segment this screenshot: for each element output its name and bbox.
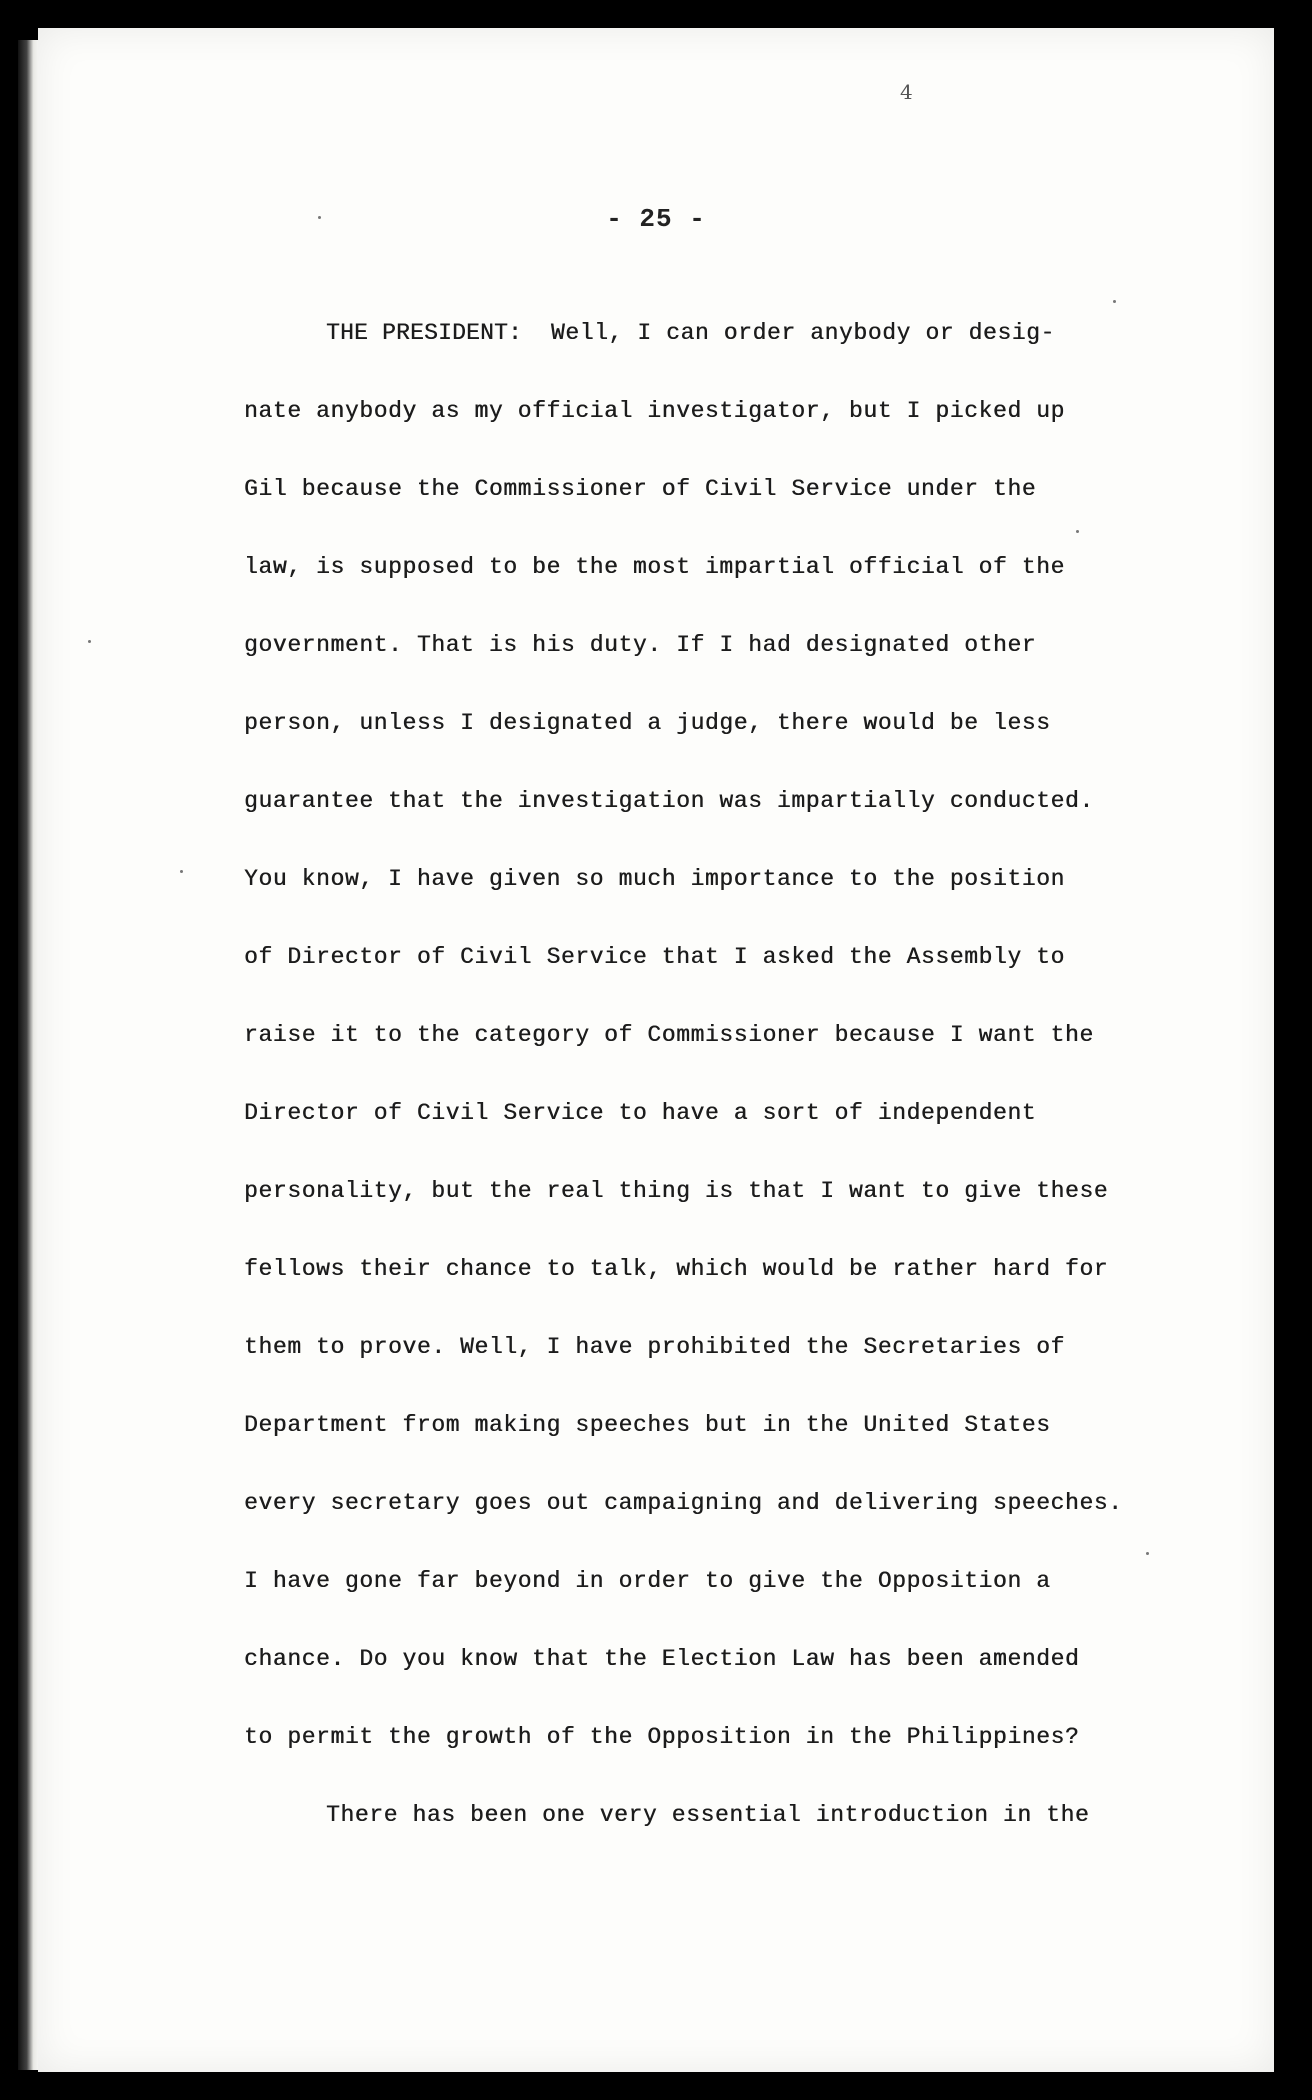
text-line: raise it to the category of Commissioner because I want the xyxy=(244,1022,1094,1048)
page-number: - 25 - xyxy=(606,204,706,234)
text-line: guarantee that the investigation was impartially conducted. xyxy=(244,788,1094,814)
line-text: Well, I can order anybody or desig- xyxy=(550,320,1055,346)
scan-speck xyxy=(180,870,183,873)
text-line: Department from making speeches but in the United States xyxy=(244,1412,1051,1438)
text-line xyxy=(244,308,1184,386)
text-line: I have gone far beyond in order to give the Opposition a xyxy=(244,1568,1051,1594)
speaker-label: THE PRESIDENT: xyxy=(326,320,523,346)
text-line: government. That is his duty. If I had designated other xyxy=(244,632,1037,658)
text-line: of Director of Civil Service that I asked the Assembly to xyxy=(244,944,1065,970)
scan-speck xyxy=(1146,1552,1149,1555)
text-line: You know, I have given so much importance to the position xyxy=(244,866,1065,892)
page-edge xyxy=(18,40,40,2070)
text-line: nate anybody as my official investigator, but I picked up xyxy=(244,398,1065,424)
text-line: chance. Do you know that the Election Law has been amended xyxy=(244,1646,1080,1672)
text-line: them to prove. Well, I have prohibited the Secretaries of xyxy=(244,1334,1065,1360)
text-line: Gil because the Commissioner of Civil Service under the xyxy=(244,476,1037,502)
text-line: fellows their chance to talk, which would be rather hard for xyxy=(244,1256,1109,1282)
text-line: law, is supposed to be the most impartial official of the xyxy=(244,554,1065,580)
text-line: to permit the growth of the Opposition in the Philippines? xyxy=(244,1724,1080,1750)
corner-mark: 4 xyxy=(900,80,913,104)
text-line: person, unless I designated a judge, there would be less xyxy=(244,710,1051,736)
scan-speck xyxy=(88,640,91,643)
document-body xyxy=(244,308,1184,1868)
text-line: Director of Civil Service to have a sort of independent xyxy=(244,1100,1037,1126)
text-line: There has been one very essential introduction in the xyxy=(326,1802,1090,1828)
scan-speck xyxy=(318,216,321,219)
text-line: personality, but the real thing is that I want to give these xyxy=(244,1178,1109,1204)
scan-speck xyxy=(1113,300,1116,303)
scan-speck xyxy=(1076,530,1079,533)
text-line: every secretary goes out campaigning and delivering speeches. xyxy=(244,1490,1123,1516)
